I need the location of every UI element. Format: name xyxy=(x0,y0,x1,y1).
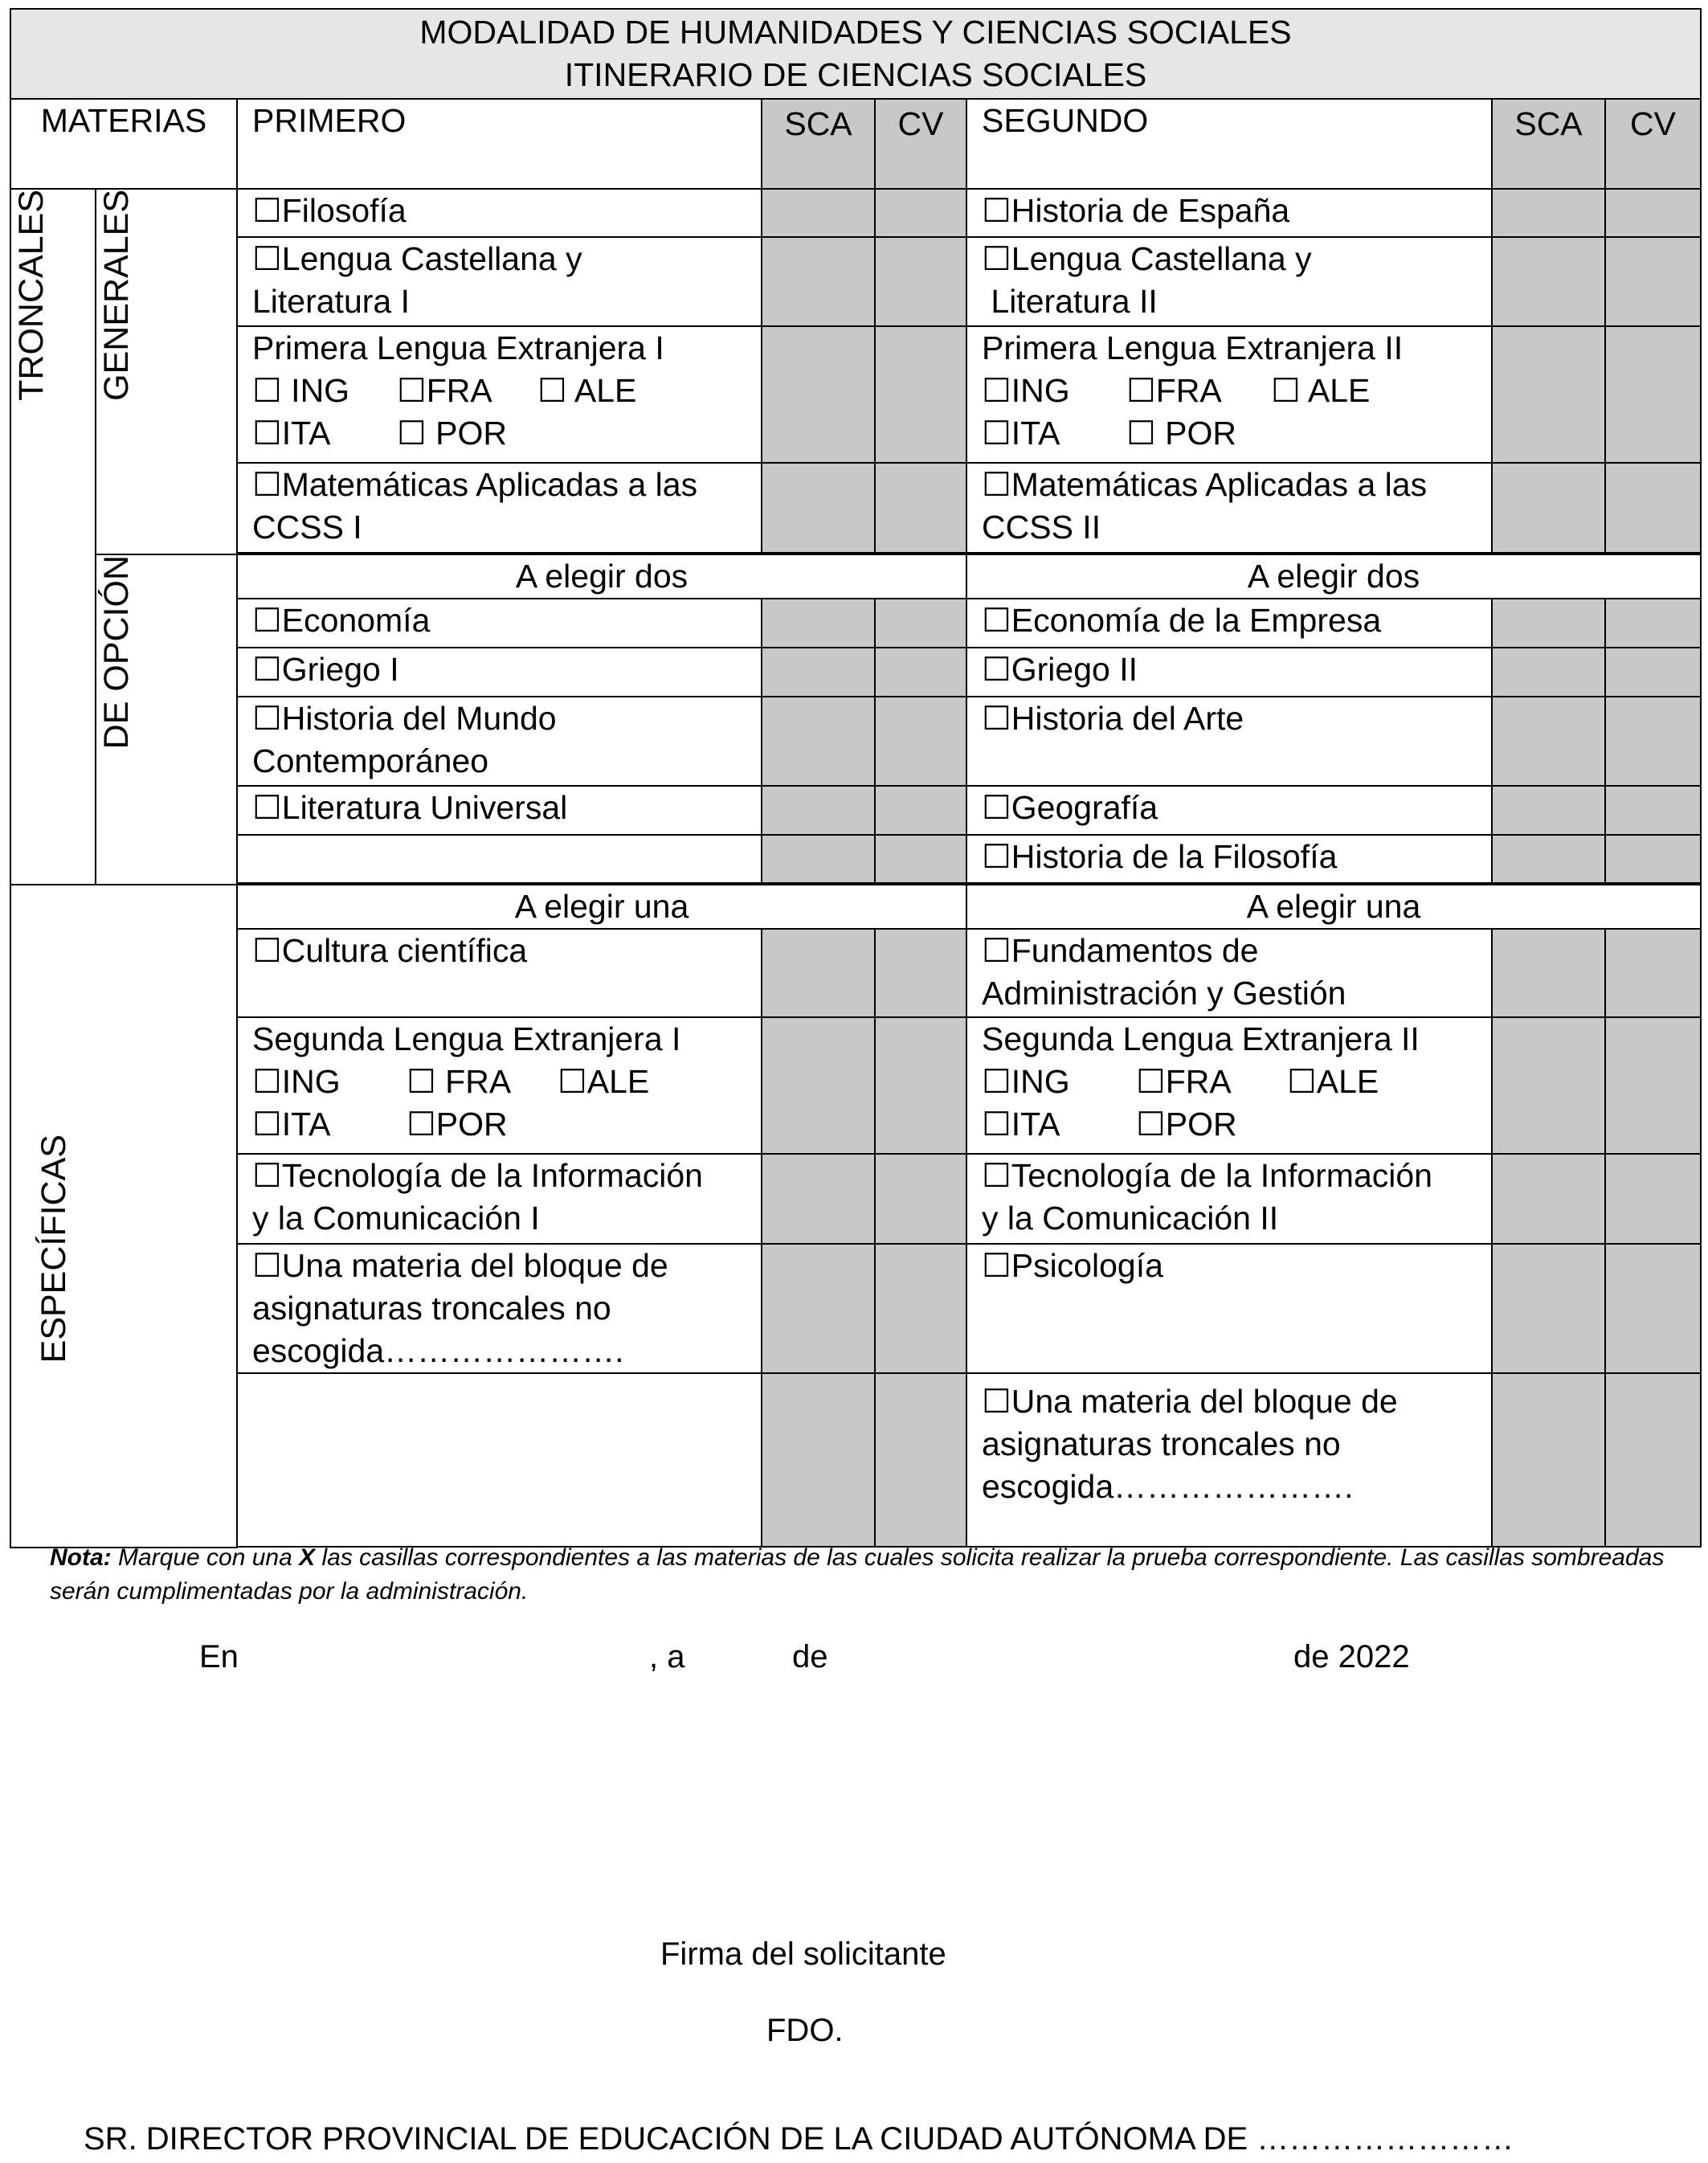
cv-cell xyxy=(1605,697,1701,786)
sca-cell xyxy=(762,237,875,326)
table-row xyxy=(10,463,1701,553)
cv-cell xyxy=(875,1244,966,1373)
subject-label: Lengua Castellana y xyxy=(281,240,582,277)
date-en: En xyxy=(199,1639,239,1674)
subject-label: Psicología xyxy=(1011,1247,1163,1284)
subject-primera-lengua-2 xyxy=(966,326,1492,463)
checkbox-icon[interactable]: ☐ xyxy=(1136,1063,1166,1100)
table-row xyxy=(10,648,1701,697)
checkbox-icon[interactable]: ☐ xyxy=(1136,1106,1166,1143)
lang-ita: ITA xyxy=(1011,415,1060,452)
sca-cell xyxy=(1492,463,1605,553)
table-row xyxy=(10,1373,1701,1547)
sca-cell xyxy=(762,786,875,835)
subject-segunda-lengua-2 xyxy=(966,1017,1492,1154)
sca-cell xyxy=(1492,786,1605,835)
table-row xyxy=(10,786,1701,835)
table-row xyxy=(10,1244,1701,1373)
subject-label: Economía de la Empresa xyxy=(1011,602,1382,639)
table-row xyxy=(10,835,1701,883)
lang-por: POR xyxy=(1165,1106,1237,1143)
checkbox-icon[interactable]: ☐ xyxy=(1126,372,1156,409)
fdo-label: FDO. xyxy=(766,2013,844,2048)
checkbox-icon[interactable]: ☐ xyxy=(982,602,1011,639)
sca-cell xyxy=(762,1373,875,1547)
subject-label: Historia del Arte xyxy=(1011,700,1244,737)
subject-label: Cultura científica xyxy=(281,932,528,969)
lang-por: POR xyxy=(1165,415,1237,452)
sca-cell xyxy=(1492,326,1605,463)
lang-fra: FRA xyxy=(445,1063,512,1100)
checkbox-icon[interactable]: ☐ xyxy=(982,1383,1011,1420)
subject-filosofia[interactable] xyxy=(237,189,762,237)
lang-fra: FRA xyxy=(426,372,492,409)
header-primero: PRIMERO xyxy=(237,99,762,189)
director-line: SR. DIRECTOR PROVINCIAL DE EDUCACIÓN DE LA CIUDAD AUTÓNOMA DE …………………… xyxy=(84,2121,1514,2157)
lang-ita: ITA xyxy=(281,1106,331,1143)
subject-fundamentos-administracion[interactable] xyxy=(966,929,1492,1017)
subject-label: Historia del Mundo xyxy=(281,700,557,737)
header-segundo: SEGUNDO xyxy=(966,99,1492,189)
table-row xyxy=(10,237,1701,326)
nota-text-1: Marque con una xyxy=(111,1544,300,1571)
checkbox-icon[interactable]: ☐ xyxy=(982,415,1011,452)
nota-text xyxy=(50,1541,1681,1609)
checkbox-icon[interactable]: ☐ xyxy=(252,415,282,452)
subject-psicologia[interactable] xyxy=(966,1244,1492,1373)
group-troncales xyxy=(10,189,96,885)
lang-por: POR xyxy=(435,415,508,452)
sca-cell xyxy=(1492,237,1605,326)
checkbox-icon[interactable]: ☐ xyxy=(252,700,282,737)
checkbox-icon[interactable]: ☐ xyxy=(982,932,1011,969)
subject-historia-mundo[interactable] xyxy=(237,697,762,786)
checkbox-icon[interactable]: ☐ xyxy=(982,372,1011,409)
checkbox-icon[interactable]: ☐ xyxy=(982,651,1011,688)
cv-cell xyxy=(1605,1154,1701,1244)
subject-label-cont: Administración y Gestión xyxy=(982,975,1346,1012)
sca-cell xyxy=(762,1244,875,1373)
subject-segunda-lengua-1 xyxy=(237,1017,762,1154)
subject-tic-2[interactable] xyxy=(966,1154,1492,1244)
table-row xyxy=(10,885,1701,929)
cv-cell xyxy=(875,697,966,786)
checkbox-icon[interactable]: ☐ xyxy=(252,192,282,229)
cv-cell xyxy=(875,463,966,553)
nota-label: Nota: xyxy=(50,1544,112,1571)
date-a: , a xyxy=(649,1639,685,1674)
lang-ing: ING xyxy=(1011,1063,1070,1100)
cv-cell xyxy=(875,786,966,835)
cv-cell xyxy=(1605,835,1701,883)
group-especificas xyxy=(10,885,237,1548)
lang-fra: FRA xyxy=(1155,372,1222,409)
checkbox-icon[interactable]: ☐ xyxy=(558,1063,587,1100)
subject-griego-2[interactable] xyxy=(966,648,1492,697)
subject-label-cont: Literatura II xyxy=(982,283,1158,320)
lang-ita: ITA xyxy=(281,415,331,452)
checkbox-icon[interactable]: ☐ xyxy=(982,1063,1011,1100)
subject-label: Primera Lengua Extranjera II xyxy=(982,329,1404,366)
subject-label-cont: escogida…………………. xyxy=(252,1332,624,1369)
checkbox-icon[interactable]: ☐ xyxy=(407,1063,436,1100)
subject-label: Fundamentos de xyxy=(1011,932,1259,969)
sca-cell xyxy=(762,648,875,697)
checkbox-icon[interactable]: ☐ xyxy=(252,1247,282,1284)
group-generales xyxy=(96,189,237,554)
checkbox-icon[interactable]: ☐ xyxy=(982,240,1011,277)
elegir-una-1: A elegir una xyxy=(237,885,966,929)
subject-label: Lengua Castellana y xyxy=(1011,240,1312,277)
checkbox-icon[interactable]: ☐ xyxy=(252,789,282,826)
subject-label-cont: y la Comunicación I xyxy=(252,1200,540,1237)
subject-primera-lengua-1 xyxy=(237,326,762,463)
checkbox-icon[interactable]: ☐ xyxy=(252,1157,282,1194)
table-row xyxy=(10,599,1701,648)
subject-label-cont: escogida…………………. xyxy=(982,1468,1354,1505)
subject-label: Griego I xyxy=(281,651,399,688)
subject-label: Griego II xyxy=(1011,651,1138,688)
cv-cell xyxy=(1605,599,1701,648)
subject-label: Historia de España xyxy=(1011,192,1290,229)
sca-cell xyxy=(762,599,875,648)
checkbox-icon[interactable]: ☐ xyxy=(1287,1063,1317,1100)
table-row xyxy=(10,697,1701,786)
lang-ing: ING xyxy=(281,1063,341,1100)
subject-label: Geografía xyxy=(1011,789,1158,826)
subject-literatura-universal[interactable] xyxy=(237,786,762,835)
header-sca-1: SCA xyxy=(762,99,875,189)
cv-cell xyxy=(875,1017,966,1154)
subject-label: Historia de la Filosofía xyxy=(1011,838,1338,875)
subject-economia-empresa[interactable] xyxy=(966,599,1492,648)
sca-cell xyxy=(762,463,875,553)
cv-cell xyxy=(875,599,966,648)
checkbox-icon[interactable]: ☐ xyxy=(407,1106,436,1143)
sca-cell xyxy=(1492,189,1605,237)
lang-ale: ALE xyxy=(586,1063,650,1100)
subject-label: Tecnología de la Información xyxy=(1011,1157,1432,1194)
firma-solicitante: Firma del solicitante xyxy=(660,1936,946,1972)
cv-cell xyxy=(875,648,966,697)
subject-label: Matemáticas Aplicadas a las xyxy=(1011,466,1428,503)
subject-label-cont: CCSS II xyxy=(982,509,1101,546)
sca-cell xyxy=(762,697,875,786)
subject-label: Una materia del bloque de xyxy=(281,1247,668,1284)
generales-label: GENERALES xyxy=(97,190,136,401)
header-materias: MATERIAS xyxy=(10,99,237,189)
form-title xyxy=(10,9,1701,99)
sca-cell xyxy=(762,835,875,883)
subject-label: Tecnología de la Información xyxy=(281,1157,703,1194)
empty-cell xyxy=(237,1373,762,1547)
table-row xyxy=(10,1154,1701,1244)
title-row xyxy=(10,9,1701,99)
header-cv-1: CV xyxy=(875,99,966,189)
group-de-opcion xyxy=(96,554,237,885)
lang-fra: FRA xyxy=(1165,1063,1232,1100)
checkbox-icon[interactable]: ☐ xyxy=(982,789,1011,826)
checkbox-icon[interactable]: ☐ xyxy=(252,932,282,969)
cv-cell xyxy=(875,1154,966,1244)
subject-economia[interactable] xyxy=(237,599,762,648)
checkbox-icon[interactable]: ☐ xyxy=(982,700,1011,737)
cv-cell xyxy=(1605,463,1701,553)
table-row xyxy=(10,1017,1701,1154)
checkbox-icon[interactable]: ☐ xyxy=(537,372,567,409)
lang-ale: ALE xyxy=(574,372,637,409)
checkbox-icon[interactable]: ☐ xyxy=(982,1106,1011,1143)
checkbox-icon[interactable]: ☐ xyxy=(252,1063,282,1100)
subject-label: Economía xyxy=(281,602,431,639)
lang-ita: ITA xyxy=(1011,1106,1060,1143)
elegir-una-2: A elegir una xyxy=(966,885,1701,929)
empty-cell xyxy=(237,835,762,883)
checkbox-icon[interactable]: ☐ xyxy=(252,602,282,639)
checkbox-icon[interactable]: ☐ xyxy=(252,466,282,503)
subject-label-cont: CCSS I xyxy=(252,509,362,546)
cv-cell xyxy=(1605,1373,1701,1547)
cv-cell xyxy=(1605,1017,1701,1154)
subject-label-cont: Literatura I xyxy=(252,283,410,320)
column-header-row xyxy=(10,99,1701,189)
checkbox-icon[interactable]: ☐ xyxy=(982,466,1011,503)
table-row xyxy=(10,554,1701,599)
lang-ale: ALE xyxy=(1316,1063,1379,1100)
subject-tic-1[interactable] xyxy=(237,1154,762,1244)
sca-cell xyxy=(1492,929,1605,1017)
subject-cultura-cientifica[interactable] xyxy=(237,929,762,1017)
subject-label: Una materia del bloque de xyxy=(1011,1383,1398,1420)
sca-cell xyxy=(1492,648,1605,697)
subject-label: Matemáticas Aplicadas a las xyxy=(281,466,698,503)
checkbox-icon[interactable]: ☐ xyxy=(1271,372,1301,409)
sca-cell xyxy=(1492,1244,1605,1373)
subject-label: Primera Lengua Extranjera I xyxy=(252,329,664,366)
subject-label: Segunda Lengua Extranjera II xyxy=(982,1020,1420,1057)
subject-matematicas-1[interactable] xyxy=(237,463,762,553)
nota-x: X xyxy=(299,1544,316,1571)
subject-label-cont: y la Comunicación II xyxy=(982,1200,1279,1237)
subject-geografia[interactable] xyxy=(966,786,1492,835)
subject-historia-filosofia[interactable] xyxy=(966,835,1492,883)
title-line-1: MODALIDAD DE HUMANIDADES Y CIENCIAS SOCIALES xyxy=(419,14,1292,51)
checkbox-icon[interactable]: ☐ xyxy=(397,415,427,452)
cv-cell xyxy=(875,1373,966,1547)
subject-lengua-1[interactable] xyxy=(237,237,762,326)
checkbox-icon[interactable]: ☐ xyxy=(252,651,282,688)
table-row xyxy=(10,929,1701,1017)
cv-cell xyxy=(1605,648,1701,697)
checkbox-icon[interactable]: ☐ xyxy=(252,372,282,409)
sca-cell xyxy=(1492,835,1605,883)
cv-cell xyxy=(1605,1244,1701,1373)
subject-historia-espana[interactable] xyxy=(966,189,1492,237)
subject-label-cont: Contemporáneo xyxy=(252,742,489,779)
sca-cell xyxy=(762,1154,875,1244)
subject-matematicas-2[interactable] xyxy=(966,463,1492,553)
cv-cell xyxy=(875,835,966,883)
cv-cell xyxy=(875,929,966,1017)
sca-cell xyxy=(1492,1154,1605,1244)
troncales-label: TRONCALES xyxy=(12,190,51,401)
cv-cell xyxy=(875,189,966,237)
subject-label-cont: asignaturas troncales no xyxy=(982,1425,1341,1462)
cv-cell xyxy=(1605,326,1701,463)
subject-label: Literatura Universal xyxy=(281,789,568,826)
sca-cell xyxy=(762,1017,875,1154)
subject-historia-arte[interactable] xyxy=(966,697,1492,786)
lang-ing: ING xyxy=(1011,372,1070,409)
table-row xyxy=(10,326,1701,463)
subject-label-cont: asignaturas troncales no xyxy=(252,1290,611,1327)
date-de: de xyxy=(792,1639,828,1674)
subject-label: Filosofía xyxy=(281,192,407,229)
cv-cell xyxy=(1605,786,1701,835)
header-cv-2: CV xyxy=(1605,99,1701,189)
header-sca-2: SCA xyxy=(1492,99,1605,189)
cv-cell xyxy=(1605,929,1701,1017)
elegir-dos-2: A elegir dos xyxy=(966,554,1701,599)
lang-ing: ING xyxy=(291,372,350,409)
nota-text-2: las casillas correspondientes a las materias de las cuales solicita realizar la prueba correspondiente. Las casillas sombreadas serán cumplimentadas por la administración. xyxy=(50,1544,1665,1605)
sca-cell xyxy=(762,929,875,1017)
table-row xyxy=(10,189,1701,237)
sca-cell xyxy=(1492,599,1605,648)
subjects-table xyxy=(10,8,1702,1548)
cv-cell xyxy=(1605,189,1701,237)
subject-lengua-2[interactable] xyxy=(966,237,1492,326)
checkbox-icon[interactable]: ☐ xyxy=(982,838,1011,875)
sca-cell xyxy=(1492,1017,1605,1154)
checkbox-icon[interactable]: ☐ xyxy=(1126,415,1156,452)
lang-por: POR xyxy=(435,1106,508,1143)
cv-cell xyxy=(1605,237,1701,326)
sca-cell xyxy=(1492,1373,1605,1547)
checkbox-icon[interactable]: ☐ xyxy=(982,1157,1011,1194)
sca-cell xyxy=(762,189,875,237)
title-line-2: ITINERARIO DE CIENCIAS SOCIALES xyxy=(564,56,1147,93)
checkbox-icon[interactable]: ☐ xyxy=(397,372,427,409)
de-opcion-label: DE OPCIÓN xyxy=(97,555,136,750)
subject-griego-1[interactable] xyxy=(237,648,762,697)
sca-cell xyxy=(762,326,875,463)
sca-cell xyxy=(1492,697,1605,786)
subject-otra-materia-2[interactable] xyxy=(966,1373,1492,1547)
subject-label: Segunda Lengua Extranjera I xyxy=(252,1020,681,1057)
checkbox-icon[interactable]: ☐ xyxy=(252,1106,282,1143)
checkbox-icon[interactable]: ☐ xyxy=(982,1247,1011,1284)
lang-ale: ALE xyxy=(1307,372,1371,409)
checkbox-icon[interactable]: ☐ xyxy=(982,192,1011,229)
cv-cell xyxy=(875,237,966,326)
subject-otra-materia-1[interactable] xyxy=(237,1244,762,1373)
date-year: de 2022 xyxy=(1293,1639,1410,1674)
checkbox-icon[interactable]: ☐ xyxy=(252,240,282,277)
cv-cell xyxy=(875,326,966,463)
especificas-label: ESPECÍFICAS xyxy=(35,1134,73,1363)
elegir-dos-1: A elegir dos xyxy=(237,554,966,599)
